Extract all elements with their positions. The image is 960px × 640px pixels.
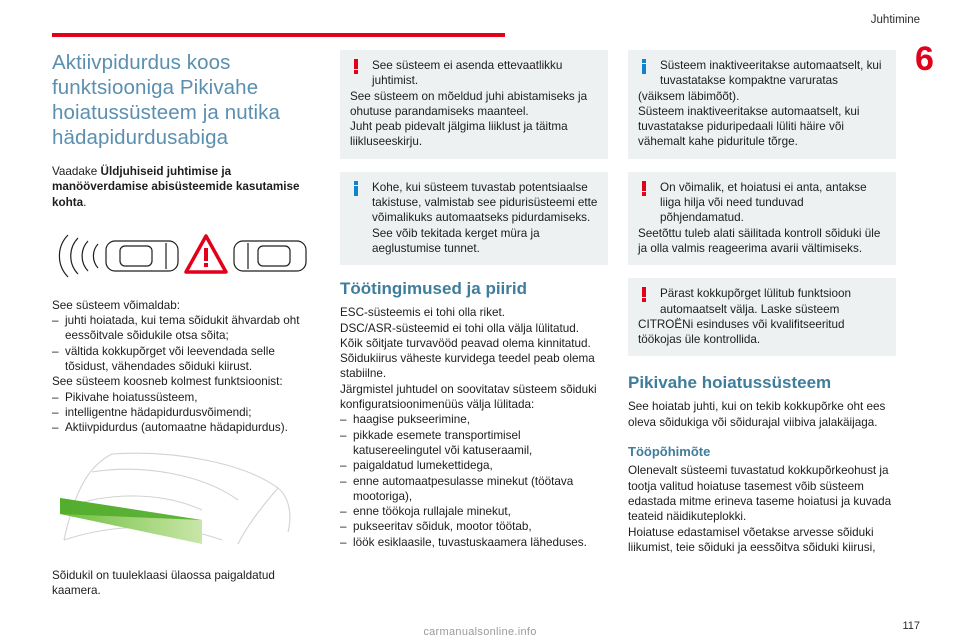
column-1 xyxy=(52,50,320,598)
illustration-caption: Sõidukil on tuuleklaasi ülaossa paigaldatud kaamera. xyxy=(52,568,275,597)
header-rule xyxy=(52,33,505,37)
paragraph: Kõik sõitjate turvavööd peavad olema kinnitatud. xyxy=(340,336,591,350)
list-item: – Aktiivpidurdus (automaatne hädapidurdus). xyxy=(52,420,320,435)
callout-text: Kohe, kui süsteem tuvastab potentsiaalse takistuse, valmistab see pidurisüsteemi ette võimalikuks automaatseks pidurdamiseks. See võib tekitada kerget müra ja aeglustumise tunnet. xyxy=(372,180,598,255)
column-3 xyxy=(628,50,896,555)
watermark: carmanualsonline.info xyxy=(423,626,537,638)
warning-icon xyxy=(638,181,652,197)
info-icon xyxy=(350,181,364,197)
column-2 xyxy=(340,50,608,550)
list-item: – löök esiklaasile, tuvastuskaamera läheduses. xyxy=(340,535,608,550)
warning-callout-2 xyxy=(628,172,896,265)
callout-heading: See süsteem ei asenda ettevaatlikku juhtimist. xyxy=(372,59,563,88)
list-item: – pukseeritav sõiduk, mootor töötab, xyxy=(340,519,608,534)
list-item: – juhti hoiatada, kui tema sõidukit ähvardab oht eessõitvale sõidukile otsa sõita; xyxy=(52,313,320,344)
section-heading-work-conditions: Töötingimused ja piirid xyxy=(340,279,527,299)
list-item: – vältida kokkupõrget või leevendada selle tõsidust, vähendades sõiduki kiirust. xyxy=(52,344,320,375)
page-title: Aktiivpidurdus koos funktsiooniga Pikivahe hoiatussüsteem ja nutika hädapidurdusabiga xyxy=(52,51,281,149)
illustration-two-cars xyxy=(58,224,308,286)
paragraph: Sõidukiirus väheste kurvidega teedel peab olema stabiilne. xyxy=(340,352,595,381)
paragraph: DSC/ASR-süsteemid ei tohi olla välja lülitatud. xyxy=(340,321,580,335)
chapter-number: 6 xyxy=(915,40,934,78)
capabilities-list xyxy=(52,313,320,374)
intro-suffix: . xyxy=(83,195,87,209)
warning-callout-2-body xyxy=(638,180,886,226)
section-heading-distance-alert: Pikivahe hoiatussüsteem xyxy=(628,373,832,393)
paragraph: Järgmistel juhtudel on soovitatav süsteem sõiduki konfiguratsioonimenüüs välja lülitada: xyxy=(340,382,597,412)
list-item: – intelligentne hädapidurdusvõimendi; xyxy=(52,405,320,420)
warning-callout-1-body xyxy=(350,58,598,89)
warning-icon xyxy=(350,59,364,75)
info-callout-2-body xyxy=(638,58,886,89)
warning-callout-1 xyxy=(340,50,608,159)
info-callout-1 xyxy=(340,172,608,265)
list-item: – paigaldatud lumekettidega, xyxy=(340,458,608,473)
warning-icon xyxy=(638,287,652,303)
paragraph: See hoiatab juhti, kui on tekib kokkupõrke oht ees oleva sõidukiga või sõidurajal viibiva jalakäijaga. xyxy=(628,400,886,429)
callout-text: See süsteem on mõeldud juhi abistamiseks ja ohutuse parandamiseks maanteel. xyxy=(350,89,588,118)
warning-callout-3 xyxy=(628,278,896,356)
list-item: – pikkade esemete transportimisel katusereelingutel või katuseraamil, xyxy=(340,428,608,459)
callout-heading: Pärast kokkupõrget lülitub funktsioon automaatselt välja. Laske süsteem xyxy=(660,287,852,316)
info-icon xyxy=(638,59,652,75)
callout-text: CITROËNi esinduses või kvalifitseeritud töökojas üle kontrollida. xyxy=(638,317,845,347)
callout-text: (väiksem läbimõõt). xyxy=(638,89,740,103)
paragraph: Olenevalt süsteemi tuvastatud kokkupõrkeohust ja tootja valitud hoiatuse tasemest võib süsteem edastada mitme erineva taseme hoiatusi ja kuvada teateid näidikuteplokki. xyxy=(628,464,892,524)
illustration-camera-beam xyxy=(52,448,300,558)
callout-heading: On võimalik, et hoiatusi ei anta, antakse liiga hilja või need tunduvad põhjendamatud. xyxy=(660,180,867,225)
callout-text: Juht peab pidevalt jälgima liiklust ja täitma liikluseeskirju. xyxy=(350,120,568,149)
list-item: – haagise pukseerimine, xyxy=(340,412,608,427)
page-number: 117 xyxy=(902,620,920,632)
callout-text: Süsteem inaktiveeritakse automaatselt, kui tuvastatakse piduripedaali lüliti häire või vähemalt kahe piduritule tõrge. xyxy=(638,104,860,149)
callout-heading: Süsteem inaktiveeritakse automaatselt, kui tuvastatakse kompaktne varuratas xyxy=(660,59,882,88)
list-item: – Pikivahe hoiatussüsteem, xyxy=(52,390,320,405)
intro-paragraph xyxy=(52,164,320,210)
info-callout-1-body xyxy=(350,180,598,256)
parts-list xyxy=(52,390,320,436)
paragraph: Hoiatuse edastamisel võetakse arvesse sõiduki liikumist, teie sõiduki ja eessõitva sõiduki kiirusi, xyxy=(628,525,876,554)
running-header: Juhtimine xyxy=(870,14,920,26)
list-item: – enne automaatpesulasse minekut (töötava mootoriga), xyxy=(340,474,608,505)
deactivation-list xyxy=(340,412,608,550)
list-item: – enne töökoja rullajale minekut, xyxy=(340,504,608,519)
subsection-heading-operating-principle: Tööpõhimõte xyxy=(628,444,711,460)
parts-lead: See süsteem koosneb kolmest funktsioonist: xyxy=(52,375,283,389)
intro-bold: Üldjuhiseid juhtimise ja manööverdamise abisüsteemide kasutamise kohta xyxy=(52,165,300,209)
intro-prefix: Vaadake xyxy=(52,165,101,178)
info-callout-2 xyxy=(628,50,896,159)
capabilities-lead: See süsteem võimaldab: xyxy=(52,298,180,312)
callout-text: Seetõttu tuleb alati säilitada kontroll sõiduki üle ja olla valmis reageerima avarii vältimiseks. xyxy=(638,226,881,255)
warning-callout-3-body xyxy=(638,286,886,317)
paragraph: ESC-süsteemis ei tohi olla riket. xyxy=(340,306,505,320)
